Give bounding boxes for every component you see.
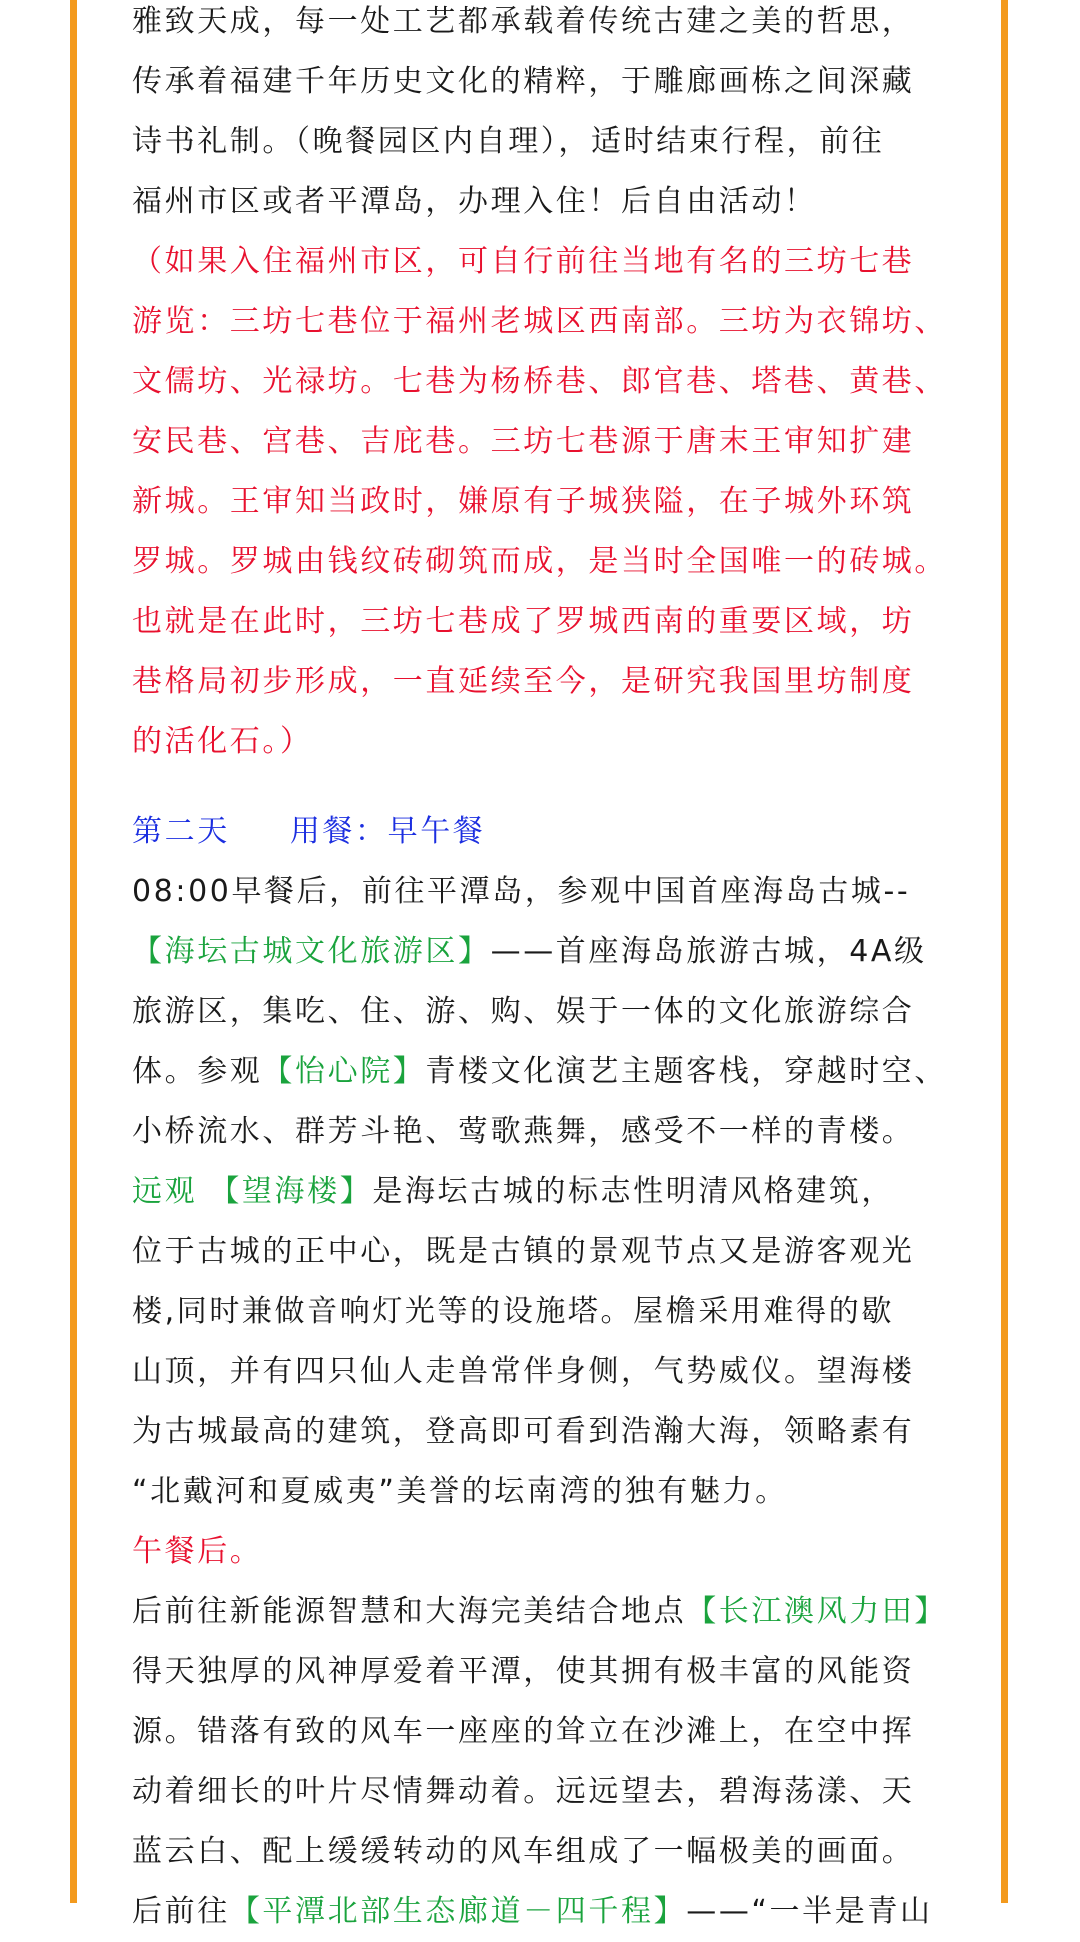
- note-line: 的活化石。）: [132, 724, 313, 759]
- text-segment: 后前往新能源智慧和大海完美结合地点: [132, 1594, 687, 1629]
- day2-afternoon-paragraph: [132, 1582, 962, 1942]
- text-line: 山顶，并有四只仙人走兽常伴身侧，气势威仪。望海楼: [132, 1354, 915, 1389]
- note-line: 也就是在此时，三坊七巷成了罗城西南的重要区域，坊: [132, 604, 915, 639]
- attraction-yixinyuan: 【怡心院】: [262, 1054, 426, 1089]
- note-line: 新城。王审知当政时，嫌原有子城狭隘，在子城外环筑: [132, 484, 915, 519]
- day2-heading: [132, 802, 962, 862]
- note-line: 文儒坊、光禄坊。七巷为杨桥巷、郎官巷、塔巷、黄巷、: [132, 364, 947, 399]
- day2-title: 第二天: [132, 814, 230, 849]
- text-line: 旅游区，集吃、住、游、购、娱于一体的文化旅游综合: [132, 994, 915, 1029]
- itinerary-content: [132, 0, 962, 1942]
- day2-morning-paragraph: [132, 862, 962, 1522]
- text-line: 传承着福建千年历史文化的精粹，于雕廊画栋之间深藏: [132, 64, 915, 99]
- attraction-wanghailou: 远观 【望海楼】: [132, 1174, 373, 1209]
- text-line: 源。错落有致的风车一座座的耸立在沙滩上，在空中挥: [132, 1714, 915, 1749]
- text-line: 得天独厚的风神厚爱着平潭，使其拥有极丰富的风能资: [132, 1654, 915, 1689]
- text-line: 08:00早餐后，前往平潭岛，参观中国首座海岛古城--: [132, 874, 911, 909]
- note-line: 游览：三坊七巷位于福州老城区西南部。三坊为衣锦坊、: [132, 304, 947, 339]
- text-line: [132, 1162, 962, 1222]
- note-line: 罗城。罗城由钱纹砖砌筑而成，是当时全国唯一的砖城。: [132, 544, 947, 579]
- day2-meal: 用餐：早午餐: [289, 814, 486, 849]
- text-line: [132, 922, 962, 982]
- sanfang-qixiang-note: [132, 232, 962, 772]
- lunch-note: 午餐后。: [132, 1534, 263, 1569]
- attraction-northern-eco-corridor: 【平潭北部生态廊道－四千程】: [229, 1894, 687, 1929]
- note-line: （如果入住福州市区，可自行前往当地有名的三坊七巷: [132, 244, 915, 279]
- text-line: 位于古城的正中心，既是古镇的景观节点又是游客观光: [132, 1234, 915, 1269]
- note-line: 安民巷、宫巷、吉庇巷。三坊七巷源于唐末王审知扩建: [132, 424, 915, 459]
- text-line: 小桥流水、群芳斗艳、莺歌燕舞，感受不一样的青楼。: [132, 1114, 915, 1149]
- text-segment: 是海坛古城的标志性明清风格建筑，: [372, 1174, 894, 1209]
- text-line: 楼,同时兼做音响灯光等的设施塔。屋檐采用难得的歇: [132, 1294, 894, 1329]
- text-line: [132, 1582, 962, 1642]
- day1-evening-paragraph: [132, 0, 962, 232]
- text-segment: ——首座海岛旅游古城，4A级: [490, 934, 927, 969]
- text-segment: ——“一半是青山: [686, 1894, 933, 1929]
- text-line: 蓝云白、配上缓缓转动的风车组成了一幅极美的画面。: [132, 1834, 915, 1869]
- text-line: [132, 1042, 962, 1102]
- text-line: 为古城最高的建筑，登高即可看到浩瀚大海，领略素有: [132, 1414, 915, 1449]
- text-segment: 后前往: [132, 1894, 230, 1929]
- text-line: 动着细长的叶片尽情舞动着。远远望去，碧海荡漾、天: [132, 1774, 915, 1809]
- text-line: 诗书礼制。（晚餐园区内自理），适时结束行程，前往: [132, 124, 885, 159]
- note-line: 巷格局初步形成，一直延续至今，是研究我国里坊制度: [132, 664, 915, 699]
- spacer: [132, 772, 962, 802]
- text-line: [132, 1882, 962, 1942]
- text-line: 雅致天成，每一处工艺都承载着传统古建之美的哲思，: [132, 4, 915, 39]
- attraction-changjiangao-wind-farm: 【长江澳风力田】: [686, 1594, 948, 1629]
- text-segment: 体。参观: [132, 1054, 263, 1089]
- text-line: 福州市区或者平潭岛，办理入住！后自由活动！: [132, 184, 817, 219]
- text-segment: 青楼文化演艺主题客栈，穿越时空、: [425, 1054, 948, 1089]
- text-line: “北戴河和夏威夷”美誉的坛南湾的独有魅力。: [132, 1474, 788, 1509]
- attraction-haitan-ancient-city: 【海坛古城文化旅游区】: [132, 934, 491, 969]
